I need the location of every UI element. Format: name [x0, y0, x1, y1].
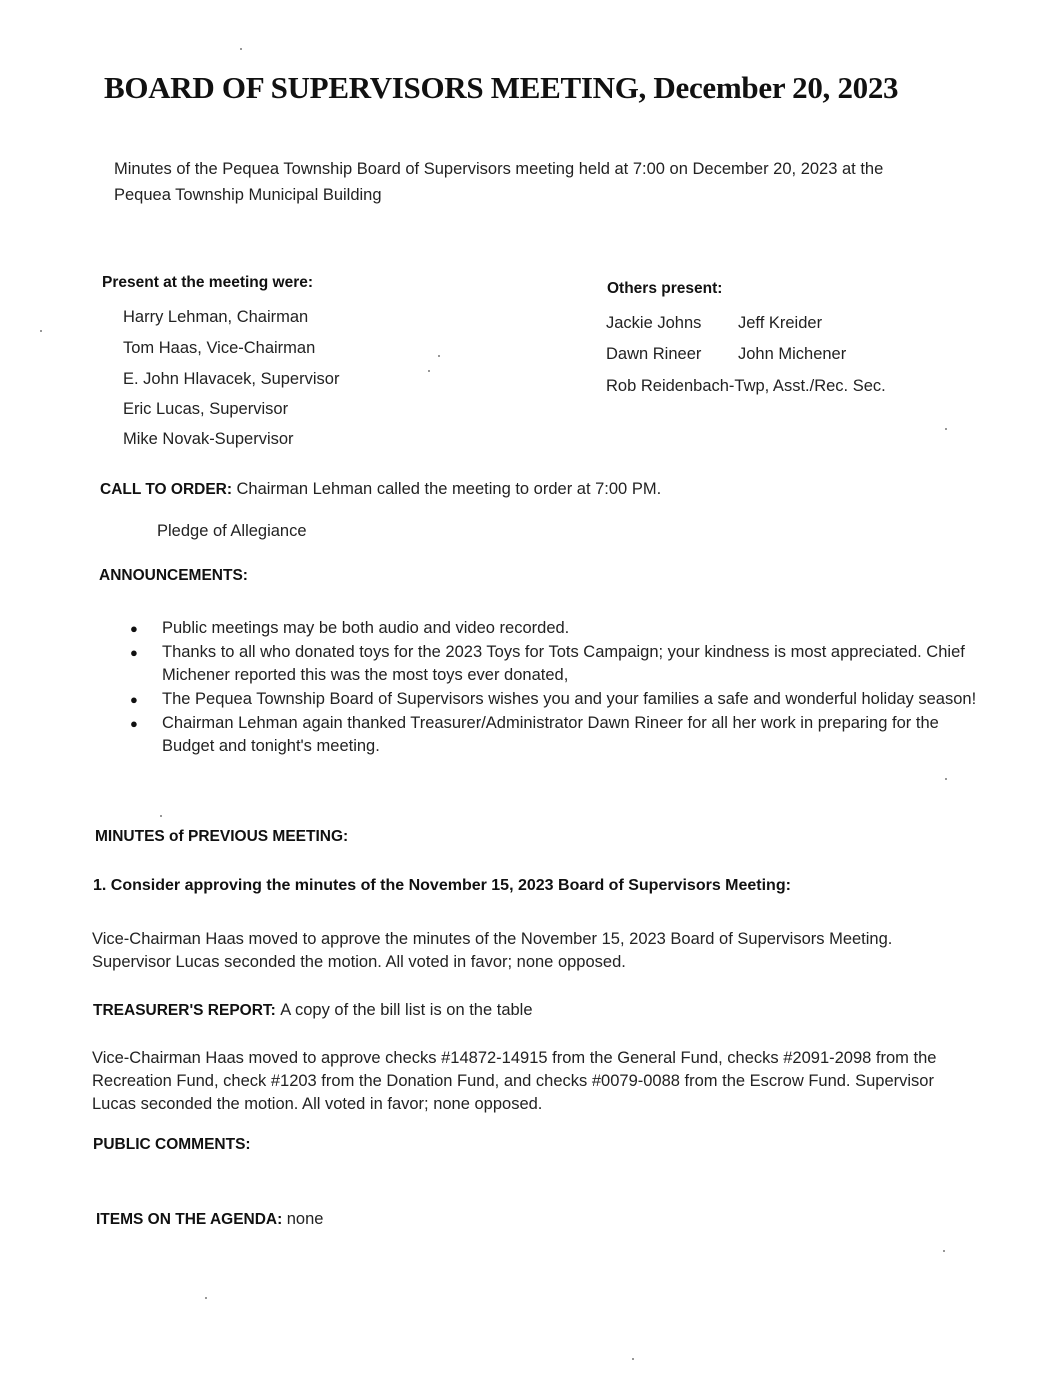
announcements-heading: ANNOUNCEMENTS: [99, 567, 248, 584]
public-comments-heading: PUBLIC COMMENTS: [93, 1136, 251, 1153]
others-name: Jackie Johns [606, 314, 702, 332]
present-member: Mike Novak-Supervisor [123, 430, 294, 448]
treasurer-label: TREASURER'S REPORT: [93, 1002, 276, 1019]
others-name: Rob Reidenbach-Twp, Asst./Rec. Sec. [606, 377, 886, 395]
list-item: ● Public meetings may be both audio and video recorded. [130, 617, 990, 640]
scan-speck [428, 370, 430, 372]
treasurer-motion: Vice-Chairman Haas moved to approve checks #14872-14915 from the General Fund, checks #2091-2098 from the Recreation Fund, check #1203 from the Donation Fund, and checks #0079-0088 from the Escrow Fund. Supervisor Lucas seconded the motion. All voted in favor; none opposed. [92, 1049, 937, 1113]
present-member: E. John Hlavacek, Supervisor [123, 370, 340, 388]
scan-speck [240, 48, 242, 50]
page-title: BOARD OF SUPERVISORS MEETING, December 20, 2023 [104, 70, 899, 105]
minutes-item-heading: 1. Consider approving the minutes of the November 15, 2023 Board of Supervisors Meeting: [93, 877, 791, 894]
call-to-order [100, 476, 661, 503]
intro-line-2: Pequea Township Municipal Building [114, 186, 382, 204]
others-name: John Michener [738, 345, 847, 363]
scan-speck [943, 1250, 945, 1252]
scan-speck [438, 355, 440, 357]
list-item: ● Chairman Lehman again thanked Treasurer/Administrator Dawn Rineer for all her work in preparing for the Budget and tonight's meeting. [130, 712, 990, 758]
intro-line-1: Minutes of the Pequea Township Board of Supervisors meeting held at 7:00 on December 20, 2023 at the [114, 160, 884, 178]
scan-speck [945, 778, 947, 780]
list-item: ● The Pequea Township Board of Supervisors wishes you and your families a safe and wonderful holiday season! [130, 688, 990, 711]
others-name: Dawn Rineer [606, 345, 702, 363]
others-heading: Others present: [607, 280, 723, 297]
scan-speck [205, 1297, 207, 1299]
present-member: Eric Lucas, Supervisor [123, 400, 289, 418]
agenda-label: ITEMS ON THE AGENDA: [96, 1211, 283, 1228]
scan-speck [40, 330, 42, 332]
announcements-list [130, 617, 990, 759]
treasurer-text: A copy of the bill list is on the table [280, 1001, 533, 1019]
minutes-motion: Vice-Chairman Haas moved to approve the minutes of the November 15, 2023 Board of Supervisors Meeting. Supervisor Lucas seconded the motion. All voted in favor; none opposed. [92, 930, 893, 971]
treasurer-report [93, 997, 533, 1024]
others-name: Jeff Kreider [738, 314, 823, 332]
scan-speck [945, 428, 947, 430]
pledge: Pledge of Allegiance [157, 522, 307, 540]
list-item: ● Thanks to all who donated toys for the 2023 Toys for Tots Campaign; your kindness is most appreciated. Chief Michener reported this was the most toys ever donated, [130, 641, 990, 687]
call-to-order-label: CALL TO ORDER: [100, 481, 233, 498]
scan-speck [160, 815, 162, 817]
scan-speck [632, 1358, 634, 1360]
present-member: Tom Haas, Vice-Chairman [123, 339, 316, 357]
agenda-text: none [286, 1210, 324, 1228]
present-member: Harry Lehman, Chairman [123, 308, 309, 326]
present-heading: Present at the meeting were: [102, 274, 314, 291]
agenda [96, 1206, 323, 1233]
minutes-heading: MINUTES of PREVIOUS MEETING: [95, 828, 349, 845]
call-to-order-text: Chairman Lehman called the meeting to order at 7:00 PM. [236, 480, 662, 498]
